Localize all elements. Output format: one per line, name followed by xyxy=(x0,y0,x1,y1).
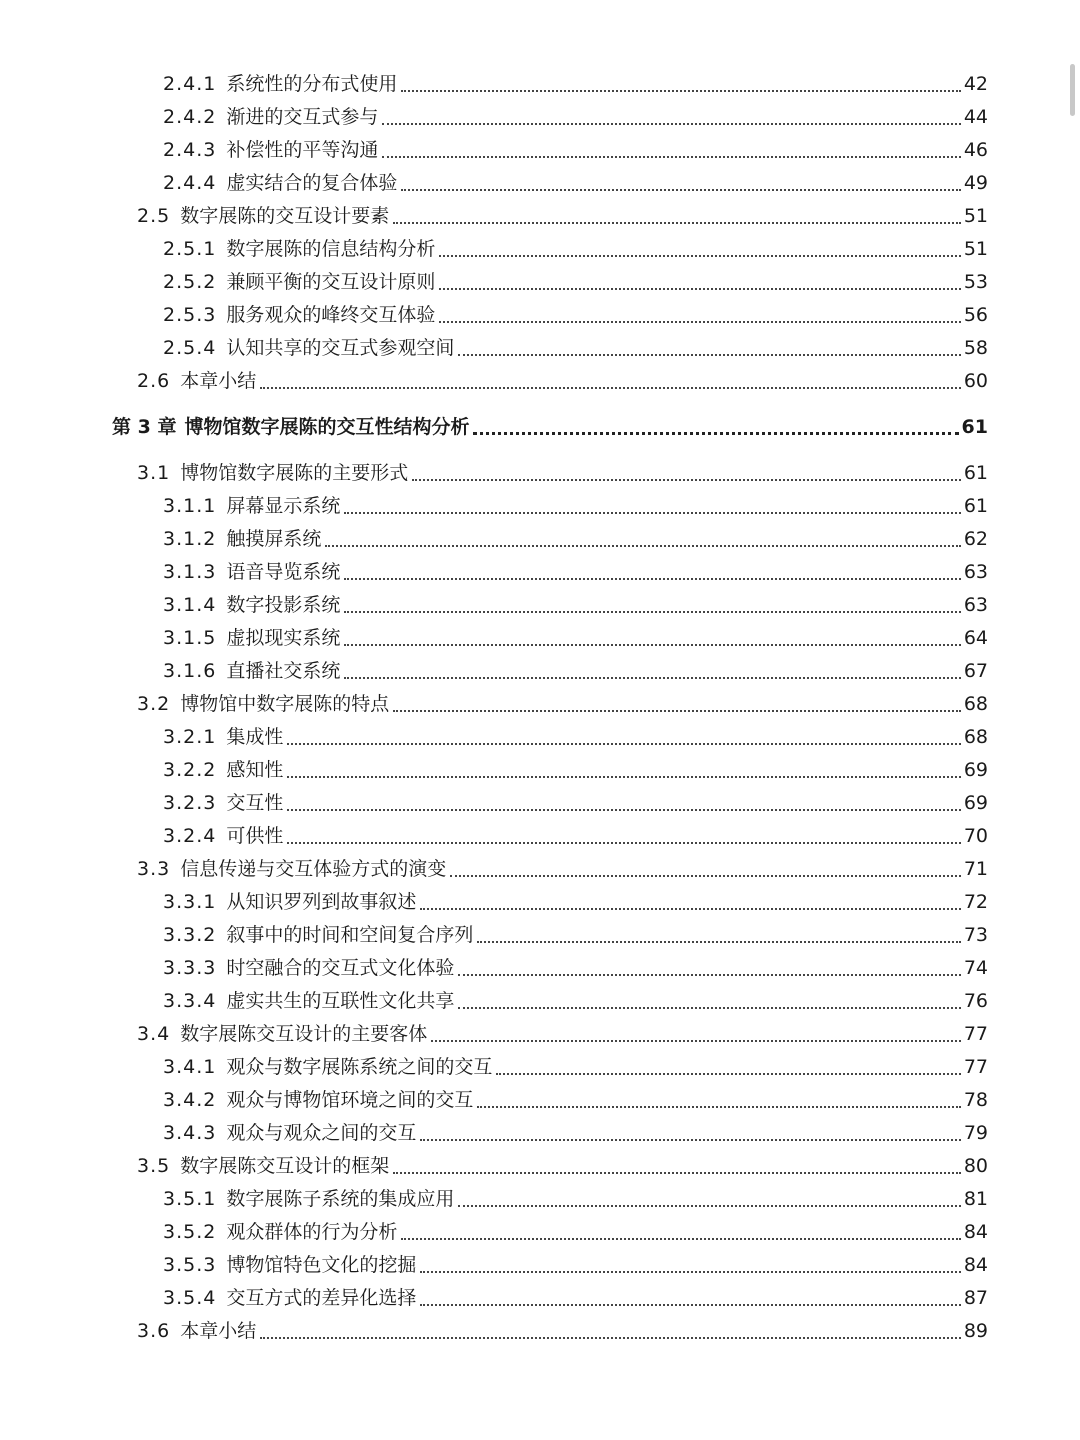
entry-number: 3.5 xyxy=(137,1155,171,1177)
toc-entry[interactable] xyxy=(0,134,1080,167)
dot-leader xyxy=(420,1270,960,1273)
entry-title: 语音导览系统 xyxy=(226,561,341,583)
dot-leader xyxy=(382,122,960,125)
dot-leader xyxy=(287,841,960,844)
entry-title: 虚拟现实系统 xyxy=(226,627,341,649)
entry-page-number: 46 xyxy=(963,139,988,161)
toc-entry[interactable] xyxy=(0,1315,1080,1348)
entry-page-number: 56 xyxy=(963,304,988,326)
entry-number: 2.4.2 xyxy=(163,106,217,128)
entry-number: 3.1.2 xyxy=(163,528,217,550)
toc-entry[interactable] xyxy=(0,985,1080,1018)
dot-leader xyxy=(393,221,961,224)
entry-title: 信息传递与交互体验方式的演变 xyxy=(180,858,447,880)
table-of-contents xyxy=(0,68,1080,1348)
entry-number: 3.4.1 xyxy=(163,1056,217,1078)
entry-page-number: 69 xyxy=(963,759,988,781)
entry-title: 补偿性的平等沟通 xyxy=(226,139,379,161)
entry-page-number: 58 xyxy=(963,337,988,359)
entry-title: 博物馆特色文化的挖掘 xyxy=(226,1254,417,1276)
entry-page-number: 63 xyxy=(963,594,988,616)
dot-leader xyxy=(439,287,960,290)
dot-leader xyxy=(431,1039,961,1042)
entry-title: 博物馆中数字展陈的特点 xyxy=(180,693,390,715)
toc-entry[interactable] xyxy=(0,490,1080,523)
entry-number: 3.4.2 xyxy=(163,1089,217,1111)
entry-title: 从知识罗列到故事叙述 xyxy=(226,891,417,913)
toc-entry[interactable] xyxy=(0,853,1080,886)
entry-page-number: 74 xyxy=(963,957,988,979)
entry-page-number: 71 xyxy=(963,858,988,880)
entry-number: 3.3 xyxy=(137,858,171,880)
toc-entry[interactable] xyxy=(0,167,1080,200)
toc-entry[interactable] xyxy=(0,1282,1080,1315)
entry-title: 渐进的交互式参与 xyxy=(226,106,379,128)
entry-number: 3.2.1 xyxy=(163,726,217,748)
entry-page-number: 84 xyxy=(963,1254,988,1276)
dot-leader xyxy=(260,1336,961,1339)
entry-number: 2.5.1 xyxy=(163,238,217,260)
dot-leader xyxy=(420,1138,960,1141)
entry-number: 2.4.4 xyxy=(163,172,217,194)
entry-title: 可供性 xyxy=(226,825,284,847)
entry-title: 感知性 xyxy=(226,759,284,781)
dot-leader xyxy=(450,874,961,877)
entry-page-number: 64 xyxy=(963,627,988,649)
toc-entry[interactable] xyxy=(0,1249,1080,1282)
entry-number: 3.1 xyxy=(137,462,171,484)
entry-page-number: 61 xyxy=(963,495,988,517)
entry-title: 数字展陈的交互设计要素 xyxy=(180,205,390,227)
entry-title: 屏幕显示系统 xyxy=(226,495,341,517)
dot-leader xyxy=(477,940,960,943)
entry-title: 虚实共生的互联性文化共享 xyxy=(226,990,455,1012)
entry-title: 数字展陈交互设计的框架 xyxy=(180,1155,390,1177)
entry-page-number: 44 xyxy=(963,106,988,128)
dot-leader xyxy=(382,155,960,158)
toc-entry[interactable] xyxy=(0,688,1080,721)
entry-page-number: 68 xyxy=(963,726,988,748)
entry-number: 2.5.4 xyxy=(163,337,217,359)
entry-page-number: 87 xyxy=(963,1287,988,1309)
toc-entry[interactable] xyxy=(0,523,1080,556)
entry-page-number: 51 xyxy=(963,205,988,227)
dot-leader xyxy=(393,1171,961,1174)
entry-page-number: 72 xyxy=(963,891,988,913)
toc-entry[interactable] xyxy=(0,919,1080,952)
entry-page-number: 78 xyxy=(963,1089,988,1111)
entry-number: 3.5.2 xyxy=(163,1221,217,1243)
entry-title: 数字展陈交互设计的主要客体 xyxy=(180,1023,428,1045)
entry-page-number: 89 xyxy=(963,1320,988,1342)
dot-leader xyxy=(439,254,960,257)
dot-leader xyxy=(287,775,960,778)
entry-page-number: 42 xyxy=(963,73,988,95)
toc-chapter-entry[interactable] xyxy=(0,411,1080,444)
dot-leader xyxy=(477,1105,960,1108)
entry-title: 系统性的分布式使用 xyxy=(226,73,398,95)
entry-title: 直播社交系统 xyxy=(226,660,341,682)
dot-leader xyxy=(420,1303,960,1306)
dot-leader xyxy=(260,386,961,389)
toc-entry[interactable] xyxy=(0,200,1080,233)
entry-page-number: 63 xyxy=(963,561,988,583)
entry-number: 2.5.3 xyxy=(163,304,217,326)
entry-number: 2.4.1 xyxy=(163,73,217,95)
toc-entry[interactable] xyxy=(0,233,1080,266)
entry-number: 2.5.2 xyxy=(163,271,217,293)
entry-page-number: 70 xyxy=(963,825,988,847)
entry-title: 服务观众的峰终交互体验 xyxy=(226,304,436,326)
entry-title: 交互性 xyxy=(226,792,284,814)
dot-leader xyxy=(458,353,960,356)
entry-title: 虚实结合的复合体验 xyxy=(226,172,398,194)
entry-page-number: 80 xyxy=(963,1155,988,1177)
entry-number: 3.1.1 xyxy=(163,495,217,517)
toc-entry[interactable] xyxy=(0,1018,1080,1051)
entry-page-number: 69 xyxy=(963,792,988,814)
toc-entry[interactable] xyxy=(0,589,1080,622)
entry-page-number: 81 xyxy=(963,1188,988,1210)
dot-leader xyxy=(458,1006,960,1009)
toc-entry[interactable] xyxy=(0,299,1080,332)
entry-number: 3.1.4 xyxy=(163,594,217,616)
dot-leader xyxy=(420,907,960,910)
entry-number: 3.2.3 xyxy=(163,792,217,814)
entry-title: 本章小结 xyxy=(180,370,257,392)
dot-leader xyxy=(344,577,960,580)
entry-number: 3.1.5 xyxy=(163,627,217,649)
entry-number: 3.2.2 xyxy=(163,759,217,781)
entry-title: 集成性 xyxy=(226,726,284,748)
entry-title: 观众与数字展陈系统之间的交互 xyxy=(226,1056,493,1078)
toc-entry[interactable] xyxy=(0,820,1080,853)
entry-title: 数字展陈子系统的集成应用 xyxy=(226,1188,455,1210)
entry-title: 博物馆数字展陈的主要形式 xyxy=(180,462,409,484)
dot-leader xyxy=(439,320,960,323)
entry-page-number: 61 xyxy=(961,416,988,438)
entry-title: 交互方式的差异化选择 xyxy=(226,1287,417,1309)
entry-page-number: 51 xyxy=(963,238,988,260)
scrollbar[interactable] xyxy=(1070,64,1075,116)
entry-title: 观众与博物馆环境之间的交互 xyxy=(226,1089,474,1111)
entry-number: 3.3.3 xyxy=(163,957,217,979)
entry-number: 3.5.4 xyxy=(163,1287,217,1309)
entry-number: 3.6 xyxy=(137,1320,171,1342)
entry-page-number: 53 xyxy=(963,271,988,293)
dot-leader xyxy=(496,1072,960,1075)
toc-entry[interactable] xyxy=(0,721,1080,754)
entry-title: 触摸屏系统 xyxy=(226,528,322,550)
dot-leader xyxy=(401,89,960,92)
entry-title: 数字投影系统 xyxy=(226,594,341,616)
entry-page-number: 61 xyxy=(963,462,988,484)
dot-leader xyxy=(344,643,960,646)
entry-number: 3.4.3 xyxy=(163,1122,217,1144)
entry-title: 本章小结 xyxy=(180,1320,257,1342)
toc-entry[interactable] xyxy=(0,1051,1080,1084)
entry-title: 兼顾平衡的交互设计原则 xyxy=(226,271,436,293)
entry-number: 3.2.4 xyxy=(163,825,217,847)
entry-page-number: 84 xyxy=(963,1221,988,1243)
entry-number: 3.3.2 xyxy=(163,924,217,946)
dot-leader xyxy=(412,478,961,481)
toc-entry[interactable] xyxy=(0,556,1080,589)
toc-entry[interactable] xyxy=(0,1117,1080,1150)
dot-leader xyxy=(344,676,960,679)
toc-entry[interactable] xyxy=(0,365,1080,398)
toc-entry[interactable] xyxy=(0,952,1080,985)
dot-leader xyxy=(401,1237,960,1240)
dot-leader xyxy=(473,431,958,435)
entry-title: 博物馆数字展陈的交互性结构分析 xyxy=(184,416,470,438)
dot-leader xyxy=(401,188,960,191)
toc-entry[interactable] xyxy=(0,886,1080,919)
entry-number: 2.6 xyxy=(137,370,171,392)
toc-entry[interactable] xyxy=(0,332,1080,365)
entry-page-number: 77 xyxy=(963,1023,988,1045)
entry-page-number: 60 xyxy=(963,370,988,392)
entry-number: 3.5.3 xyxy=(163,1254,217,1276)
toc-entry[interactable] xyxy=(0,101,1080,134)
entry-title: 观众与观众之间的交互 xyxy=(226,1122,417,1144)
dot-leader xyxy=(344,511,960,514)
entry-page-number: 73 xyxy=(963,924,988,946)
entry-title: 观众群体的行为分析 xyxy=(226,1221,398,1243)
toc-entry[interactable] xyxy=(0,655,1080,688)
entry-number: 3.5.1 xyxy=(163,1188,217,1210)
toc-entry[interactable] xyxy=(0,1183,1080,1216)
entry-number: 3.4 xyxy=(137,1023,171,1045)
toc-entry[interactable] xyxy=(0,1216,1080,1249)
entry-number: 3.3.4 xyxy=(163,990,217,1012)
dot-leader xyxy=(325,544,960,547)
entry-number: 2.5 xyxy=(137,205,171,227)
entry-page-number: 68 xyxy=(963,693,988,715)
entry-number: 第 3 章 xyxy=(112,416,177,438)
entry-number: 3.1.6 xyxy=(163,660,217,682)
entry-page-number: 49 xyxy=(963,172,988,194)
entry-title: 认知共享的交互式参观空间 xyxy=(226,337,455,359)
entry-page-number: 62 xyxy=(963,528,988,550)
entry-title: 叙事中的时间和空间复合序列 xyxy=(226,924,474,946)
dot-leader xyxy=(287,742,960,745)
toc-entry[interactable] xyxy=(0,457,1080,490)
toc-entry[interactable] xyxy=(0,787,1080,820)
toc-entry[interactable] xyxy=(0,1150,1080,1183)
toc-entry[interactable] xyxy=(0,68,1080,101)
entry-page-number: 79 xyxy=(963,1122,988,1144)
entry-number: 2.4.3 xyxy=(163,139,217,161)
dot-leader xyxy=(458,973,960,976)
dot-leader xyxy=(344,610,960,613)
entry-title: 数字展陈的信息结构分析 xyxy=(226,238,436,260)
entry-page-number: 77 xyxy=(963,1056,988,1078)
toc-entry[interactable] xyxy=(0,266,1080,299)
dot-leader xyxy=(458,1204,960,1207)
entry-title: 时空融合的交互式文化体验 xyxy=(226,957,455,979)
entry-page-number: 67 xyxy=(963,660,988,682)
entry-page-number: 76 xyxy=(963,990,988,1012)
toc-entry[interactable] xyxy=(0,622,1080,655)
dot-leader xyxy=(393,709,961,712)
dot-leader xyxy=(287,808,960,811)
toc-entry[interactable] xyxy=(0,754,1080,787)
entry-number: 3.1.3 xyxy=(163,561,217,583)
toc-entry[interactable] xyxy=(0,1084,1080,1117)
entry-number: 3.3.1 xyxy=(163,891,217,913)
entry-number: 3.2 xyxy=(137,693,171,715)
